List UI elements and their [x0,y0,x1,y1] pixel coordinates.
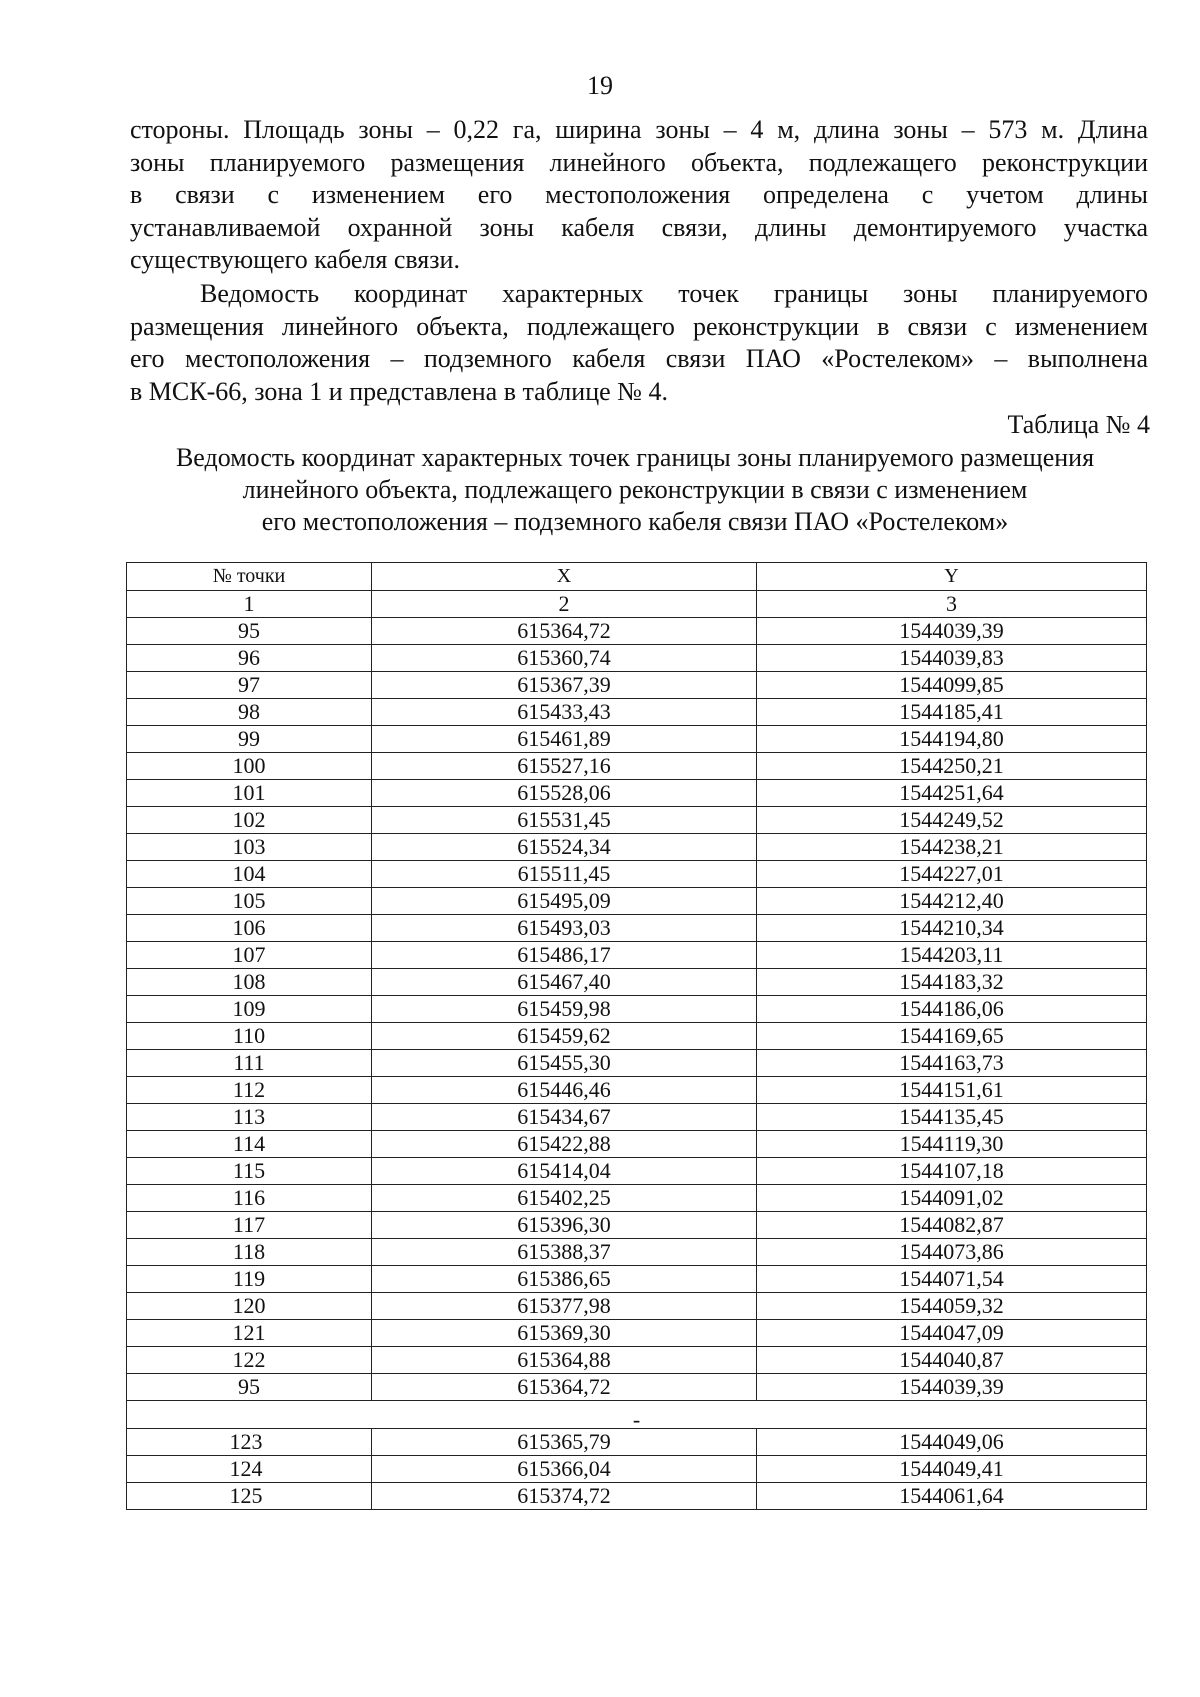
table-title [100,442,1170,538]
y-coordinate-cell: 1544249,52 [757,807,1147,834]
y-coordinate-cell: 1544186,06 [757,996,1147,1023]
point-number-cell: 102 [127,807,372,834]
y-coordinate-cell: 1544194,80 [757,726,1147,753]
x-coordinate-cell: 615386,65 [372,1266,757,1293]
table-row [127,753,1147,780]
point-number-cell: 120 [127,1293,372,1320]
table-row [127,1266,1147,1293]
y-coordinate-cell: 1544169,65 [757,1023,1147,1050]
x-coordinate-cell: 615367,39 [372,672,757,699]
x-coordinate-cell: 615402,25 [372,1185,757,1212]
point-number-cell: 95 [127,1374,372,1401]
table-row [127,1293,1147,1320]
point-number-cell: 100 [127,753,372,780]
x-coordinate-cell: 615467,40 [372,969,757,996]
column-number: 2 [372,591,757,618]
table-row [127,969,1147,996]
y-coordinate-cell: 1544039,39 [757,1374,1147,1401]
table-row [127,1429,1147,1456]
point-number-cell: 119 [127,1266,372,1293]
y-coordinate-cell: 1544238,21 [757,834,1147,861]
paragraph-line: стороны. Площадь зоны – 0,22 га, ширина зоны – 4 м, длина зоны – 573 м. Длина [130,115,1148,144]
x-coordinate-cell: 615388,37 [372,1239,757,1266]
point-number-cell: 107 [127,942,372,969]
y-coordinate-cell: 1544107,18 [757,1158,1147,1185]
point-number-cell: 99 [127,726,372,753]
x-coordinate-cell: 615377,98 [372,1293,757,1320]
x-coordinate-cell: 615433,43 [372,699,757,726]
table-row [127,1347,1147,1374]
x-coordinate-cell: 615366,04 [372,1456,757,1483]
point-number-cell: 96 [127,645,372,672]
y-coordinate-cell: 1544163,73 [757,1050,1147,1077]
y-coordinate-cell: 1544227,01 [757,861,1147,888]
y-coordinate-cell: 1544040,87 [757,1347,1147,1374]
table-row [127,1185,1147,1212]
x-coordinate-cell: 615374,72 [372,1483,757,1510]
table-row [127,861,1147,888]
paragraph-line: существующего кабеля связи. [130,245,460,274]
point-number-cell: 97 [127,672,372,699]
y-coordinate-cell: 1544119,30 [757,1131,1147,1158]
paragraph-line: в МСК-66, зона 1 и представлена в таблице № 4. [130,376,668,406]
point-number-cell: 114 [127,1131,372,1158]
intro-paragraph [130,114,1148,277]
column-number: 1 [127,591,372,618]
y-coordinate-cell: 1544049,41 [757,1456,1147,1483]
point-number-cell: 112 [127,1077,372,1104]
x-coordinate-cell: 615360,74 [372,645,757,672]
table-title-line: линейного объекта, подлежащего реконструкции в связи с изменением [242,475,1028,504]
table-row [127,807,1147,834]
table-row [127,888,1147,915]
point-number-cell: 122 [127,1347,372,1374]
y-coordinate-cell: 1544250,21 [757,753,1147,780]
column-header-point: № точки [127,563,372,591]
table-row [127,1239,1147,1266]
x-coordinate-cell: 615528,06 [372,780,757,807]
table-row [127,1456,1147,1483]
point-number-cell: 98 [127,699,372,726]
table-row [127,1212,1147,1239]
point-number-cell: 106 [127,915,372,942]
table-row [127,726,1147,753]
page-number: 19 [587,71,613,100]
x-coordinate-cell: 615396,30 [372,1212,757,1239]
y-coordinate-cell: 1544183,32 [757,969,1147,996]
point-number-cell: 109 [127,996,372,1023]
point-number-cell: 111 [127,1050,372,1077]
separator-row [127,1401,1147,1429]
y-coordinate-cell: 1544099,85 [757,672,1147,699]
table-row [127,915,1147,942]
table-row [127,1023,1147,1050]
y-coordinate-cell: 1544082,87 [757,1212,1147,1239]
x-coordinate-cell: 615486,17 [372,942,757,969]
y-coordinate-cell: 1544061,64 [757,1483,1147,1510]
table-row [127,1158,1147,1185]
point-number-cell: 103 [127,834,372,861]
column-number-row [127,591,1147,618]
coordinates-table [126,562,1147,1510]
table-row [127,699,1147,726]
point-number-cell: 123 [127,1429,372,1456]
x-coordinate-cell: 615461,89 [372,726,757,753]
paragraph-line: его местоположения – подземного кабеля связи ПАО «Ростелеком» – выполнена [130,344,1148,373]
x-coordinate-cell: 615369,30 [372,1320,757,1347]
x-coordinate-cell: 615511,45 [372,861,757,888]
point-number-cell: 124 [127,1456,372,1483]
table-row [127,618,1147,645]
y-coordinate-cell: 1544039,83 [757,645,1147,672]
paragraph-line: устанавливаемой охранной зоны кабеля связи, длины демонтируемого участка [130,212,1148,242]
point-number-cell: 101 [127,780,372,807]
point-number-cell: 105 [127,888,372,915]
table-number: Таблица № 4 [1007,410,1150,439]
y-coordinate-cell: 1544039,39 [757,618,1147,645]
paragraph-line: в связи с изменением его местоположения определена с учетом длины [130,180,1148,209]
paragraph-line: размещения линейного объекта, подлежащего реконструкции в связи с изменением [130,311,1148,341]
x-coordinate-cell: 615434,67 [372,1104,757,1131]
point-number-cell: 113 [127,1104,372,1131]
x-coordinate-cell: 615364,72 [372,618,757,645]
point-number-cell: 116 [127,1185,372,1212]
x-coordinate-cell: 615495,09 [372,888,757,915]
x-coordinate-cell: 615446,46 [372,1077,757,1104]
y-coordinate-cell: 1544151,61 [757,1077,1147,1104]
x-coordinate-cell: 615365,79 [372,1429,757,1456]
y-coordinate-cell: 1544047,09 [757,1320,1147,1347]
y-coordinate-cell: 1544203,11 [757,942,1147,969]
x-coordinate-cell: 615455,30 [372,1050,757,1077]
x-coordinate-cell: 615422,88 [372,1131,757,1158]
column-header-y: Y [757,563,1147,591]
table-row [127,1374,1147,1401]
y-coordinate-cell: 1544185,41 [757,699,1147,726]
x-coordinate-cell: 615459,98 [372,996,757,1023]
x-coordinate-cell: 615364,88 [372,1347,757,1374]
table-row [127,942,1147,969]
point-number-cell: 115 [127,1158,372,1185]
x-coordinate-cell: 615493,03 [372,915,757,942]
point-number-cell: 121 [127,1320,372,1347]
table-header-row [127,563,1147,591]
table-row [127,672,1147,699]
point-number-cell: 95 [127,618,372,645]
table-row [127,1131,1147,1158]
point-number-cell: 117 [127,1212,372,1239]
column-number: 3 [757,591,1147,618]
table-row [127,834,1147,861]
table-row [127,1077,1147,1104]
table-row [127,1320,1147,1347]
x-coordinate-cell: 615364,72 [372,1374,757,1401]
table-title-line: Ведомость координат характерных точек границы зоны планируемого размещения [175,443,1095,472]
y-coordinate-cell: 1544210,34 [757,915,1147,942]
paragraph-line: зоны планируемого размещения линейного объекта, подлежащего реконструкции [130,147,1148,177]
paragraph-line: Ведомость координат характерных точек границы зоны планируемого [200,279,1148,308]
separator-dash: - [127,1401,1147,1429]
point-number-cell: 104 [127,861,372,888]
column-header-x: X [372,563,757,591]
y-coordinate-cell: 1544212,40 [757,888,1147,915]
table-row [127,1104,1147,1131]
y-coordinate-cell: 1544059,32 [757,1293,1147,1320]
y-coordinate-cell: 1544073,86 [757,1239,1147,1266]
table-row [127,1050,1147,1077]
y-coordinate-cell: 1544251,64 [757,780,1147,807]
table-row [127,645,1147,672]
y-coordinate-cell: 1544091,02 [757,1185,1147,1212]
x-coordinate-cell: 615527,16 [372,753,757,780]
y-coordinate-cell: 1544135,45 [757,1104,1147,1131]
table-title-line: его местоположения – подземного кабеля связи ПАО «Ростелеком» [261,507,1009,536]
table-row [127,780,1147,807]
table-row [127,1483,1147,1510]
x-coordinate-cell: 615414,04 [372,1158,757,1185]
y-coordinate-cell: 1544071,54 [757,1266,1147,1293]
table-row [127,996,1147,1023]
x-coordinate-cell: 615531,45 [372,807,757,834]
point-number-cell: 118 [127,1239,372,1266]
statement-paragraph [130,278,1148,408]
y-coordinate-cell: 1544049,06 [757,1429,1147,1456]
point-number-cell: 125 [127,1483,372,1510]
x-coordinate-cell: 615524,34 [372,834,757,861]
point-number-cell: 110 [127,1023,372,1050]
x-coordinate-cell: 615459,62 [372,1023,757,1050]
point-number-cell: 108 [127,969,372,996]
